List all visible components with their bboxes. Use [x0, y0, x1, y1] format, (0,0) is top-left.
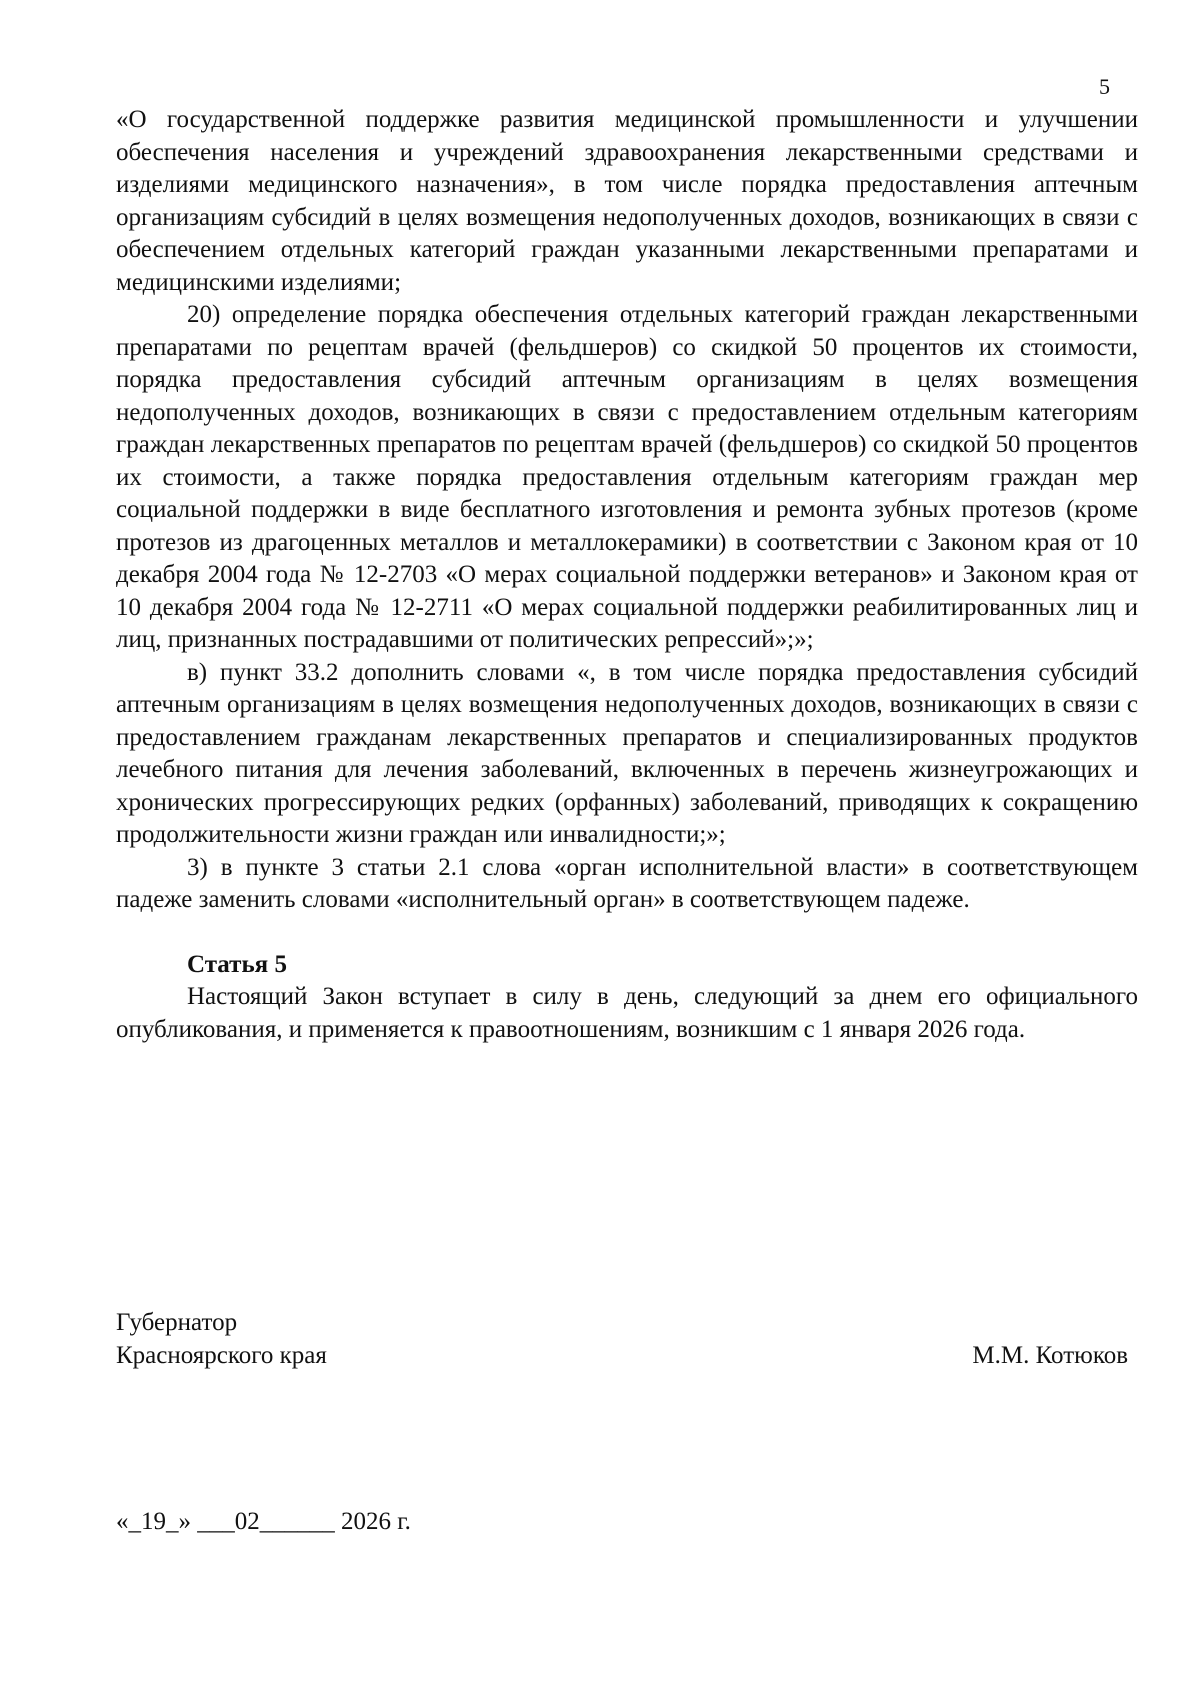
paragraph-item-v: в) пункт 33.2 дополнить словами «, в том числе порядка предоставления субсидий аптечным организациям в целях возмещения недополученных доходов, возникающих в связи с предоставлением гражданам лекарственных препаратов и специализированных продуктов лечебного питания для лечения заболеваний, включенных в перечень жизнеугрожающих и хронических прогрессирующих редких (орфанных) заболеваний, приводящих к сокращению продолжительности жизни граждан или инвалидности;»;: [116, 658, 1138, 848]
page-number: 5: [1099, 74, 1110, 99]
signature-title-line1: Губернатор: [116, 1309, 238, 1336]
signature-title-line2: Красноярского края: [116, 1341, 327, 1369]
paragraph-item-20: 20) определение порядка обеспечения отдельных категорий граждан лекарственными препаратами по рецептам врачей (фельдшеров) со скидкой 50 процентов их стоимости, порядка предоставления субсидий аптечным организациям в целях возмещения недополученных доходов, возникающих в связи с предоставлением отдельным категориям граждан лекарственных препаратов по рецептам врачей (фельдшеров) со скидкой 50 процентов их стоимости, а также порядка предоставления отдельным категориям граждан мер социальной поддержки в виде бесплатного изготовления и ремонта зубных протезов (кроме протезов из драгоценных металлов и металлокерамики) в соответствии с Законом края от 10 декабря 2004 года № 12-2703 «О мерах социальной поддержки ветеранов» и Законом края от 10 декабря 2004 года № 12-2711 «О мерах социальной поддержки реабилитированных лиц и лиц, признанных пострадавшими от политических репрессий»;»;: [116, 301, 1138, 653]
signing-date: «_19_» ___02______ 2026 г.: [116, 1508, 411, 1535]
document-body: [116, 104, 1138, 1046]
signatory-name: М.М. Котюков: [972, 1341, 1128, 1369]
signature-line: [116, 1340, 1128, 1373]
article-text: Настоящий Закон вступает в силу в день, следующий за днем его официального опубликования, и применяется к правоотношениям, возникшим с 1 января 2026 года.: [116, 983, 1138, 1043]
paragraph-continuation: «О государственной поддержке развития медицинской промышленности и улучшении обеспечения населения и учреждений здравоохранения лекарственными средствами и изделиями медицинского назначения», в том числе порядка предоставления аптечным организациям субсидий в целях возмещения недополученных доходов, возникающих в связи с обеспечением отдельных категорий граждан указанными лекарственными препаратами и медицинскими изделиями;: [116, 106, 1138, 296]
article-heading: Статья 5: [187, 950, 287, 978]
paragraph-item-3: 3) в пункте 3 статьи 2.1 слова «орган исполнительной власти» в соответствующем падеже заменить словами «исполнительный орган» в соответствующем падеже.: [116, 853, 1138, 913]
signature-block: [116, 1307, 1128, 1372]
